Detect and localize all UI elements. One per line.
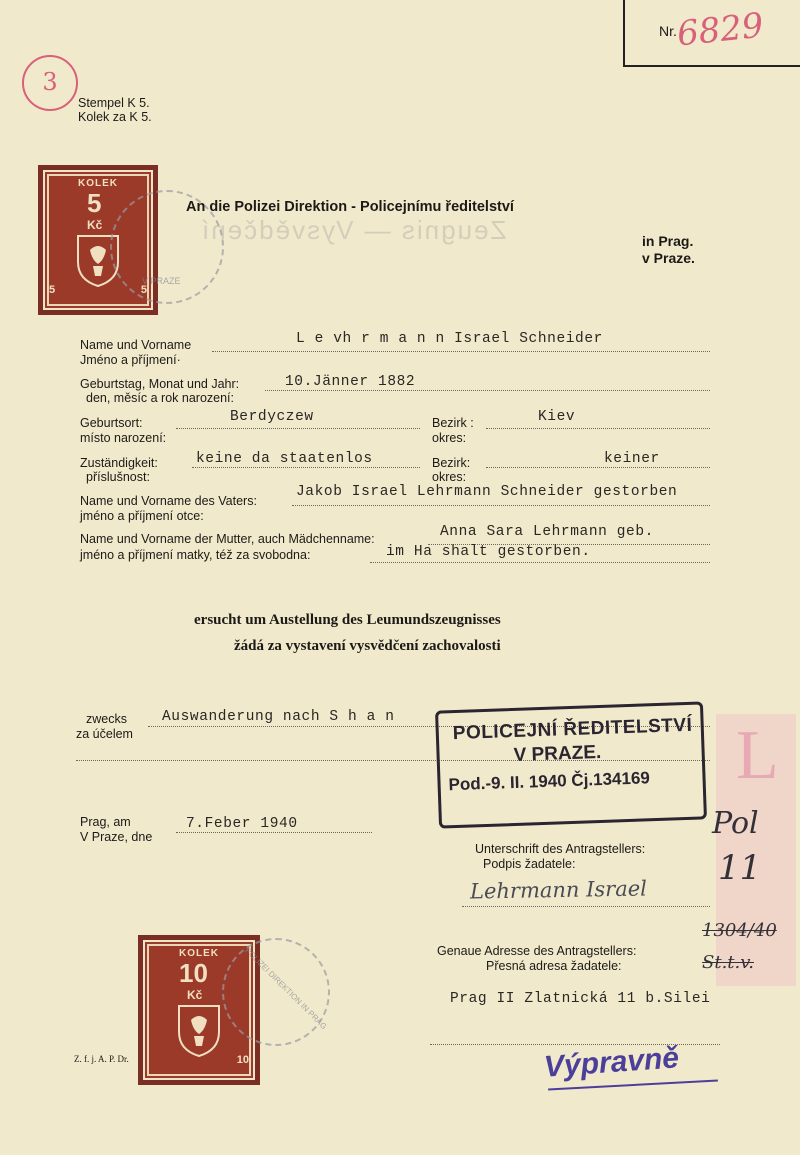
birthplace-label-cz: místo narození: [80, 431, 167, 445]
jurisdiction-label-de: Zuständigkeit: [80, 456, 158, 470]
birthdate-label-cz: den, měsíc a rok narození: [86, 391, 234, 405]
bleed-through-text: Zeugnis — Vysvědčení [200, 215, 507, 245]
address-label-de: Genaue Adresse des Antragstellers: [437, 944, 637, 958]
request-cz: žádá za vystavení vysvědčení zachovalosti [234, 638, 501, 654]
birthplace-district-value: Kiev [538, 409, 576, 425]
printer-mark: Z. f. j. A. P. Dr. [74, 1054, 129, 1064]
seal-text-bottom: POLIZEI DIREKTION IN PRAG [243, 945, 329, 1032]
expedition-stamp: Výpravně [542, 1041, 681, 1084]
request-de: ersucht um Austellung des Leumundszeugnisses [194, 612, 501, 628]
stamp-value-bottom: 10 [179, 958, 208, 988]
birthplace-label-de: Geburtsort: [80, 416, 143, 430]
margin-note-pol: Pol [712, 806, 759, 841]
addressee-line: An die Polizei Direktion - Policejnímu ředitelství [186, 199, 514, 215]
handwritten-number: 6829 [675, 5, 766, 55]
mother-value-line2: im Ha shalt gestorben. [386, 544, 591, 560]
addressee-city-cz: v Praze. [642, 250, 695, 266]
name-label-cz: Jméno a příjmení· [80, 353, 181, 367]
name-value: L e vh r m a n n Israel Schneider [296, 331, 603, 347]
jurisdiction-value: keine da staatenlos [196, 451, 373, 467]
circled-number [22, 55, 78, 111]
signature-label-de: Unterschrift des Antragstellers: [475, 842, 646, 856]
purpose-label-cz: za účelem [76, 727, 133, 741]
seal-text-top: V PRAZE [142, 276, 181, 286]
purpose-value: Auswanderung nach S h a n [162, 709, 395, 725]
birthplace-value: Berdyczew [230, 409, 314, 425]
lion-emblem-icon [174, 1002, 224, 1058]
birthplace-district-label-de: Bezirk : [432, 416, 474, 430]
stamp-corner-left: 5 [49, 284, 56, 296]
number-label: Nr. [659, 23, 677, 39]
police-stamp-line2: V PRAZE. [513, 741, 602, 766]
number-box [623, 0, 800, 67]
name-label-de: Name und Vorname [80, 338, 192, 352]
birthdate-label-de: Geburtstag, Monat und Jahr: [80, 377, 240, 391]
jurisdiction-district-value: keiner [604, 451, 660, 467]
jurisdiction-label-cz: příslušnost: [86, 470, 150, 484]
mother-label-de: Name und Vorname der Mutter, auch Mädchenname: [80, 532, 375, 546]
father-label-cz: jméno a příjmení otce: [80, 509, 204, 523]
date-label-cz: V Praze, dne [80, 830, 153, 844]
stamp-kolek-word-bottom: KOLEK [179, 948, 219, 959]
margin-note-11: 11 [718, 848, 762, 888]
mother-value-line1: Anna Sara Lehrmann geb. [440, 524, 654, 540]
stamp-corner-bottom: 10 [236, 1054, 249, 1066]
applicant-signature: Lehrmann Israel [469, 876, 648, 904]
stamp-note-cz: Kolek za K 5. [78, 110, 152, 124]
date-label-de: Prag, am [80, 815, 131, 829]
birthdate-value: 10.Jänner 1882 [285, 374, 416, 390]
margin-letter: L [736, 717, 779, 794]
stamp-kolek-word: KOLEK [78, 178, 118, 189]
stamp-currency-bottom: Kč [187, 988, 203, 1002]
ink-seal-bottom [222, 938, 330, 1046]
father-value: Jakob Israel Lehrmann Schneider gestorben [296, 484, 678, 500]
margin-note-number: 1304/40 [702, 920, 777, 941]
purpose-label-de: zwecks [86, 712, 127, 726]
father-label-de: Name und Vorname des Vaters: [80, 494, 257, 508]
stamp-note-de: Stempel K 5. [78, 96, 150, 110]
jurisdiction-district-label-de: Bezirk: [432, 456, 471, 470]
police-stamp-line3: Pod.-9. II. 1940 Čj.134169 [448, 768, 651, 795]
jurisdiction-district-label-cz: okres: [432, 470, 467, 484]
birthplace-district-label-cz: okres: [432, 431, 467, 445]
date-value: 7.Feber 1940 [186, 816, 298, 832]
stamp-corner-right: 5 [140, 284, 147, 296]
margin-note-stamp: St.t.v. [702, 952, 754, 973]
mother-label-cz: jméno a příjmení matky, též za svobodna: [80, 548, 311, 562]
address-value: Prag II Zlatnická 11 b.Silei [450, 991, 711, 1007]
stamp-value: 5 [87, 188, 102, 218]
address-label-cz: Přesná adresa žadatele: [486, 959, 622, 973]
addressee-city-de: in Prag. [642, 233, 694, 249]
police-stamp-line1: POLICEJNÍ ŘEDITELSTVÍ [452, 714, 693, 745]
stamp-currency: Kč [87, 218, 103, 232]
police-directorate-stamp [435, 701, 707, 828]
circled-number-text: 3 [42, 68, 58, 96]
signature-label-cz: Podpis žadatele: [483, 857, 576, 871]
